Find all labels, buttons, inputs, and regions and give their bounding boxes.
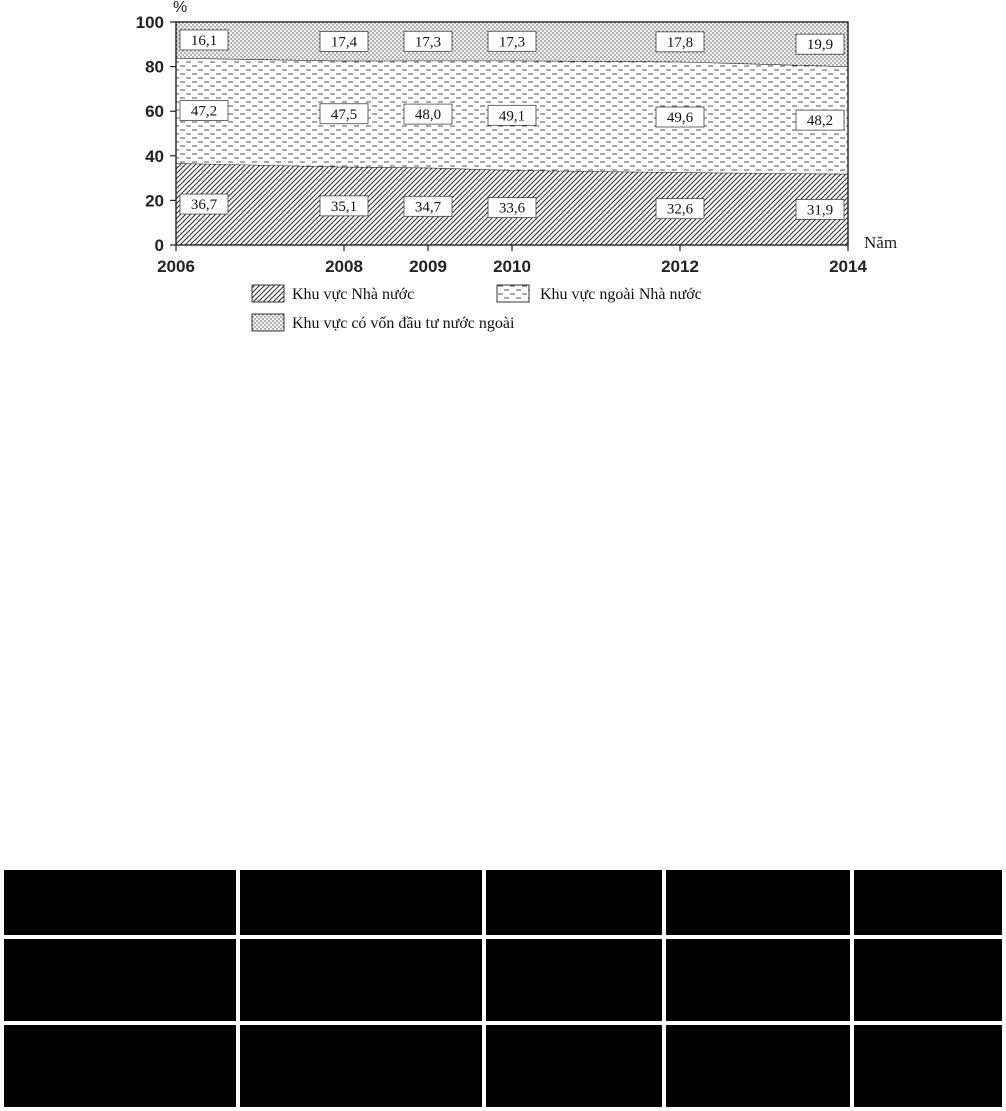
- data-label-text: 31,9: [806, 202, 834, 219]
- legend-swatch-state: [252, 285, 284, 302]
- y-tick-label: 60: [145, 102, 164, 122]
- legend-label-foreign: Khu vực có vốn đầu tư nước ngoài: [292, 315, 515, 332]
- data-label: [488, 198, 536, 218]
- data-label-text: 47,2: [190, 103, 218, 120]
- data-label-text: 48,0: [414, 107, 442, 124]
- data-label: [180, 101, 228, 121]
- legend-swatch-foreign: [252, 314, 284, 331]
- data-label: [404, 196, 452, 216]
- legend-swatch-non-state: [497, 285, 529, 302]
- table-cell: [484, 868, 664, 937]
- table-cell: [2, 937, 238, 1023]
- x-tick-label: 2008: [325, 257, 363, 276]
- table-cell: [238, 937, 484, 1023]
- table-cell: [2, 868, 238, 937]
- x-tick-label: 2014: [829, 257, 867, 276]
- table-cell: [664, 1023, 851, 1109]
- table-cell: [484, 937, 664, 1023]
- data-label-text: 47,5: [330, 106, 358, 123]
- table-cell: [484, 1023, 664, 1109]
- legend-label-state: Khu vực Nhà nước: [292, 286, 415, 303]
- data-label: [404, 104, 452, 124]
- data-label-text: 16,1: [190, 32, 218, 49]
- legend: [252, 285, 702, 332]
- data-label: [180, 30, 228, 50]
- y-tick-label: 40: [145, 146, 164, 166]
- x-tick-label: 2009: [409, 257, 447, 276]
- table-cell: [238, 868, 484, 937]
- data-label: [796, 199, 844, 219]
- legend-label-non-state: Khu vực ngoài Nhà nước: [540, 286, 702, 303]
- table-cell: [238, 1023, 484, 1109]
- y-tick-label: 80: [145, 57, 164, 77]
- data-label-text: 19,9: [806, 37, 834, 54]
- data-label-text: 34,7: [414, 199, 442, 216]
- data-label: [656, 107, 704, 127]
- table-cell: [852, 1023, 1004, 1109]
- data-label: [656, 32, 704, 52]
- data-label-text: 36,7: [190, 197, 218, 214]
- table-cell: [852, 937, 1004, 1023]
- data-label-text: 48,2: [806, 113, 834, 130]
- data-label: [180, 194, 228, 214]
- table-cell: [664, 937, 851, 1023]
- x-axis-unit: Năm: [864, 233, 898, 252]
- table-row: [2, 1023, 1004, 1109]
- y-tick-label: 100: [135, 13, 164, 32]
- data-label: [796, 110, 844, 130]
- data-label: [656, 199, 704, 219]
- table-row: [2, 937, 1004, 1023]
- data-label: [488, 31, 536, 51]
- data-label-text: 17,3: [414, 34, 442, 51]
- x-tick-label: 2012: [661, 257, 699, 276]
- y-tick-label: 0: [154, 236, 164, 255]
- table-cell: [2, 1023, 238, 1109]
- data-label: [320, 104, 368, 124]
- data-label-text: 32,6: [666, 201, 694, 218]
- y-axis-unit: %: [173, 0, 188, 16]
- data-label-text: 17,3: [498, 34, 526, 51]
- table-row: [2, 868, 1004, 937]
- y-tick-label: 20: [145, 191, 164, 211]
- table-cell: [852, 868, 1004, 937]
- x-tick-label: 2006: [157, 257, 195, 276]
- data-label-text: 49,6: [666, 109, 694, 126]
- data-label-text: 35,1: [330, 198, 358, 215]
- x-tick-label: 2010: [493, 257, 531, 276]
- data-label-text: 17,8: [666, 34, 694, 51]
- data-label: [488, 105, 536, 125]
- data-label: [320, 31, 368, 51]
- data-label-text: 17,4: [330, 34, 358, 51]
- table-cell: [664, 868, 851, 937]
- black-table: [0, 866, 1006, 1111]
- data-label: [320, 196, 368, 216]
- data-label-text: 49,1: [498, 108, 526, 125]
- data-label: [796, 34, 844, 54]
- data-label-text: 33,6: [498, 200, 526, 217]
- stacked-area-chart: [0, 0, 1006, 345]
- data-label: [404, 31, 452, 51]
